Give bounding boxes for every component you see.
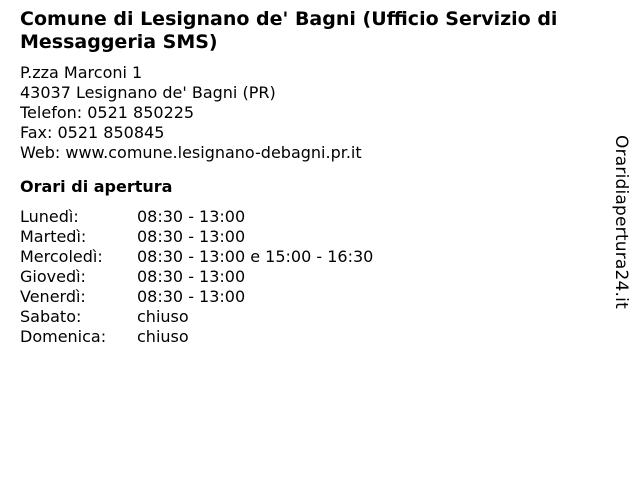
hours-row-saturday xyxy=(20,307,600,327)
hours-row-tuesday xyxy=(20,227,600,247)
address-line-2: 43037 Lesignano de' Bagni (PR) xyxy=(20,83,276,102)
day-label: Sabato: xyxy=(20,307,82,326)
opening-hours-title: Orari di apertura xyxy=(20,177,173,196)
day-label: Martedì: xyxy=(20,227,87,246)
phone-number: Telefon: 0521 850225 xyxy=(20,103,195,122)
hours-row-monday xyxy=(20,207,600,227)
hours-row-friday xyxy=(20,287,600,307)
time-value: 08:30 - 13:00 e 15:00 - 16:30 xyxy=(137,247,374,266)
website-prefix: Web: xyxy=(20,143,66,162)
time-value: chiuso xyxy=(137,327,189,346)
time-value: 08:30 - 13:00 xyxy=(137,227,246,246)
day-label: Giovedì: xyxy=(20,267,86,286)
day-label: Domenica: xyxy=(20,327,107,346)
hours-row-wednesday xyxy=(20,247,600,267)
day-label: Venerdì: xyxy=(20,287,86,306)
day-label: Mercoledì: xyxy=(20,247,103,266)
website-line xyxy=(20,143,600,163)
hours-row-thursday xyxy=(20,267,600,287)
hours-row-sunday xyxy=(20,327,600,347)
day-label: Lunedì: xyxy=(20,207,79,226)
business-card xyxy=(20,8,600,347)
time-value: 08:30 - 13:00 xyxy=(137,287,246,306)
address-line-1: P.zza Marconi 1 xyxy=(20,63,143,82)
site-brand-watermark: Oraridiapertura24.it xyxy=(611,135,631,309)
time-value: 08:30 - 13:00 xyxy=(137,207,246,226)
business-name: Comune di Lesignano de' Bagni (Ufficio Servizio di Messaggeria SMS) xyxy=(20,8,558,53)
opening-hours-list xyxy=(20,207,600,347)
website-link[interactable]: www.comune.lesignano-debagni.pr.it xyxy=(65,143,362,162)
time-value: chiuso xyxy=(137,307,189,326)
time-value: 08:30 - 13:00 xyxy=(137,267,246,286)
fax-number: Fax: 0521 850845 xyxy=(20,123,165,142)
